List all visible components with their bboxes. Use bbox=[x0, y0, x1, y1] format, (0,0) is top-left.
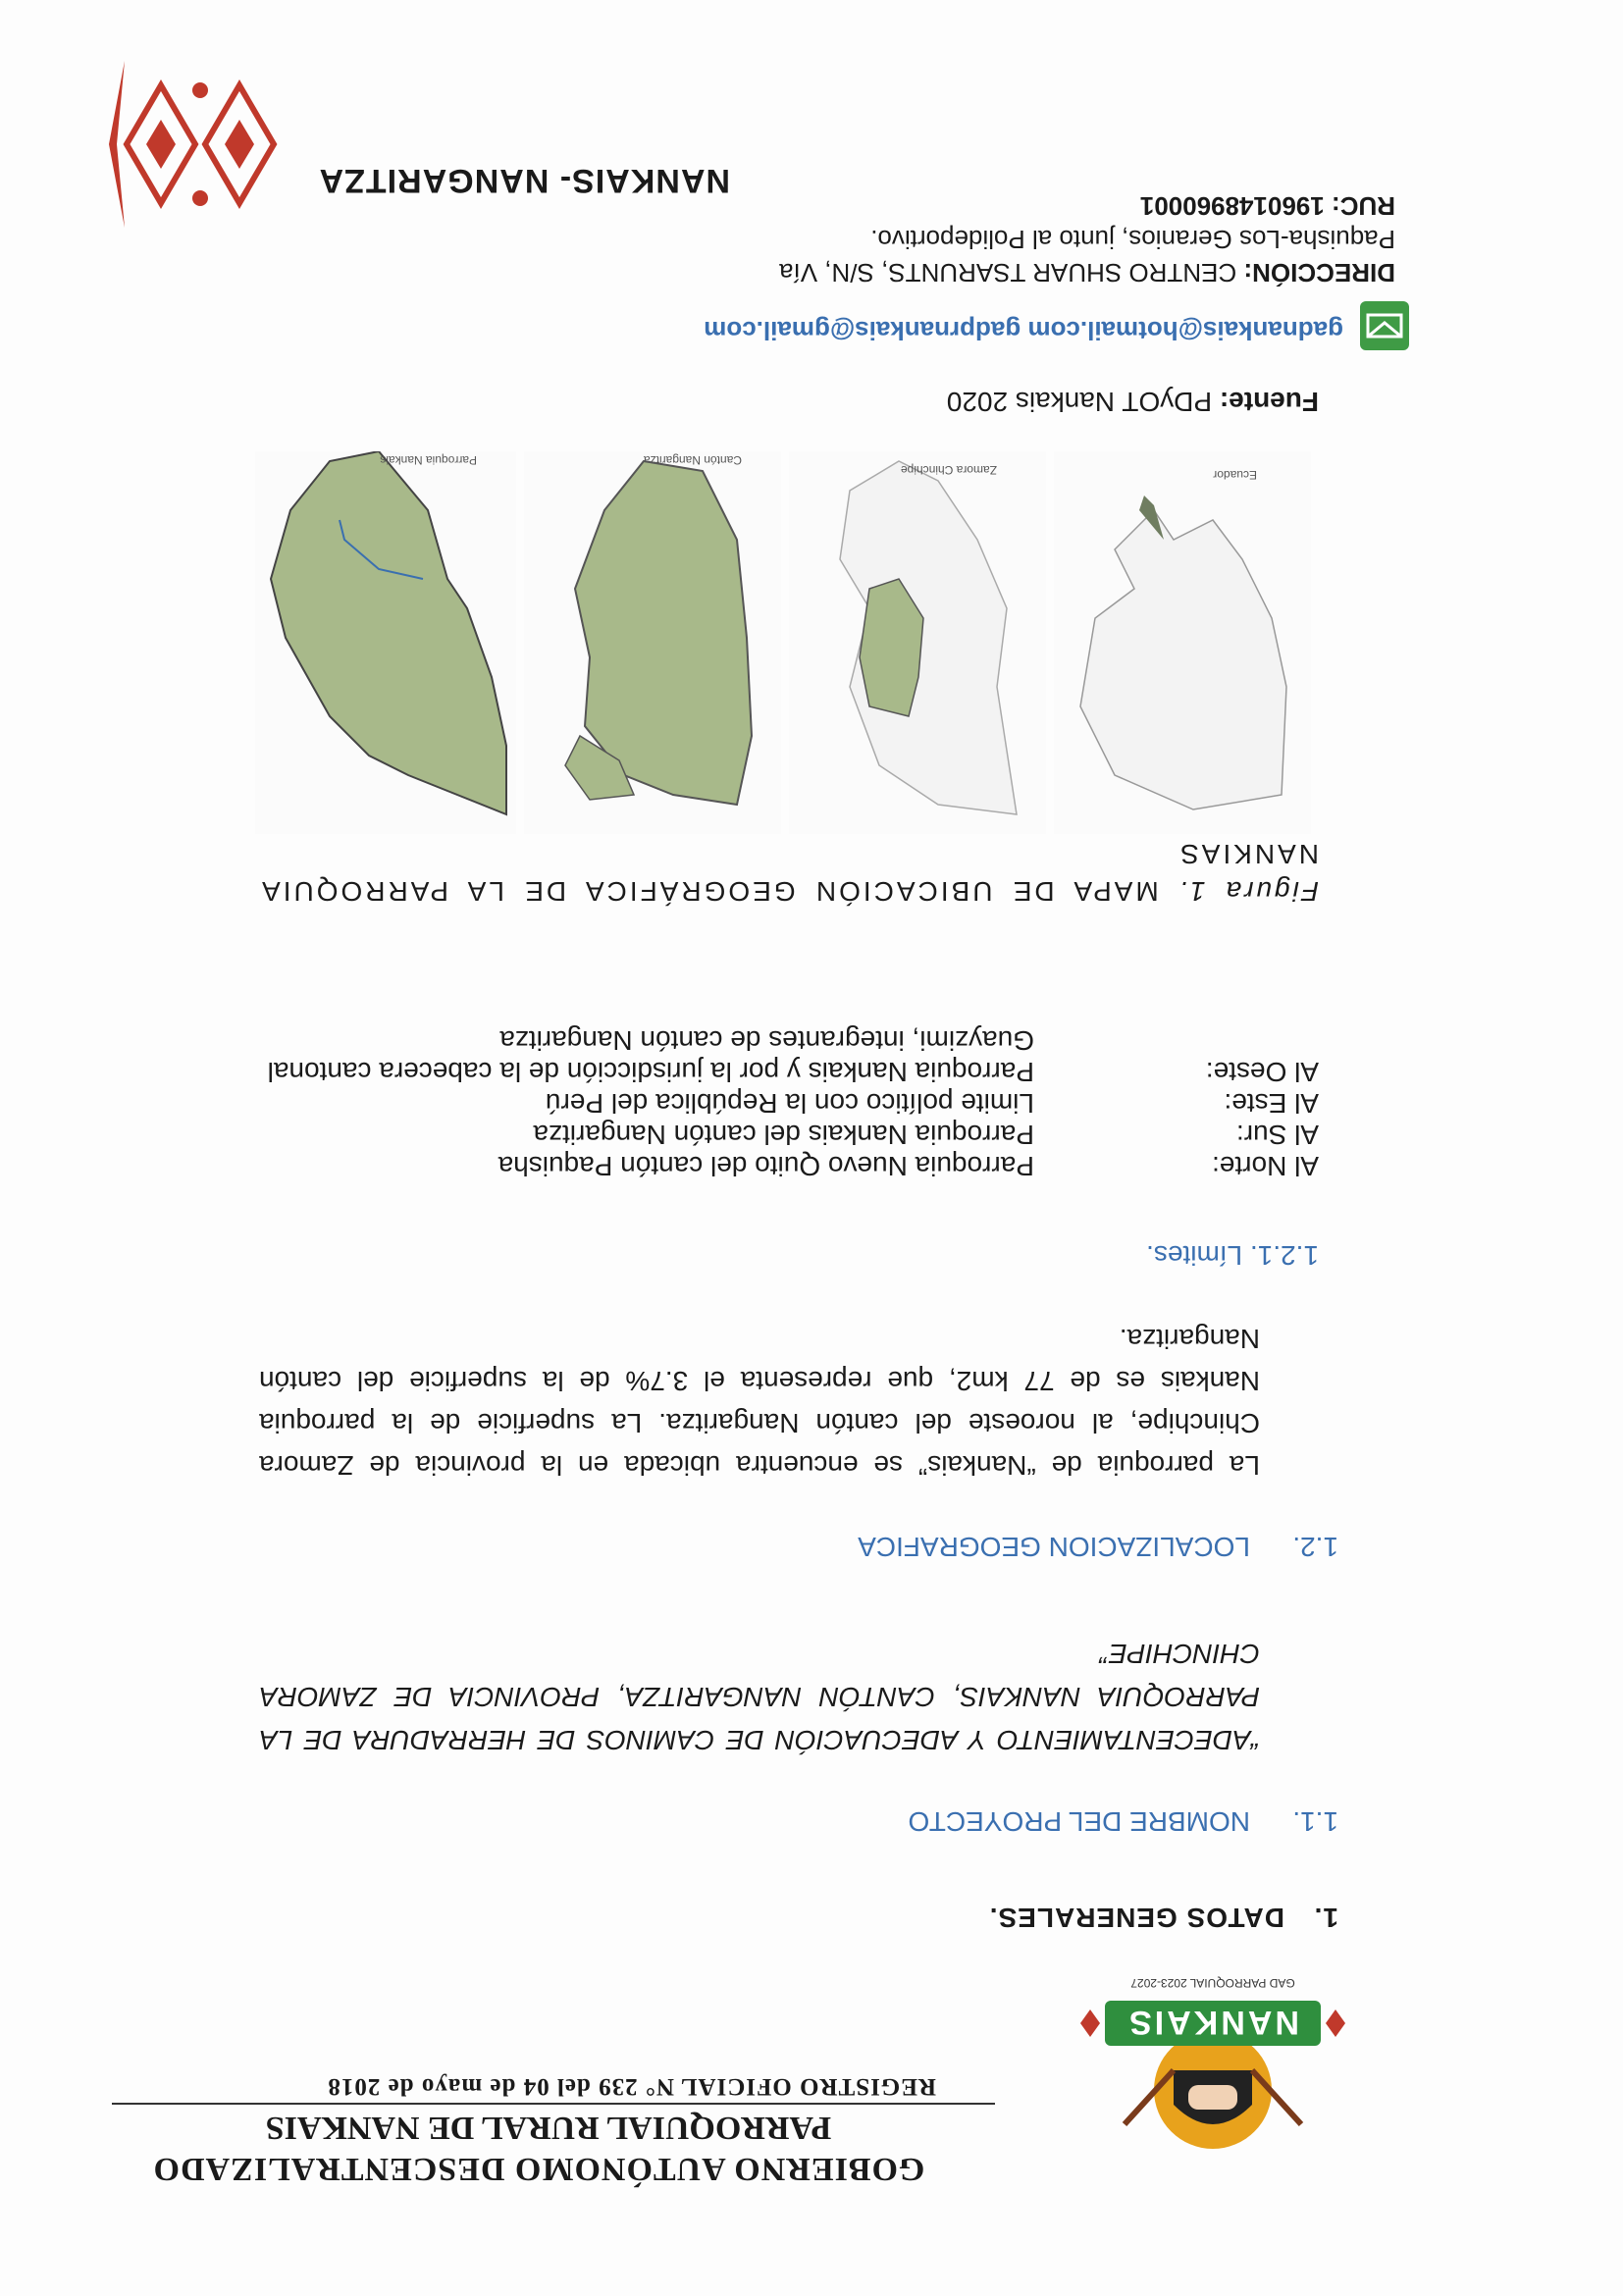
limit-value: Limite político con la República del Perú bbox=[545, 1088, 1034, 1119]
nankais-logo bbox=[1066, 1957, 1360, 2164]
project-name: “ADECENTAMIENTO Y ADECUACIÓN DE CAMINOS DE HERRADURA DE LA PARROQUIA NANKAIS, CANTÓN NANGARITZA, PROVINCIA DE ZAMORA CHINCHIPE” bbox=[259, 1639, 1260, 1755]
map-panel-nankais bbox=[255, 451, 516, 834]
footer-name: NANKAIS- NANGARITZA bbox=[318, 162, 730, 199]
limit-label: Al Oeste: bbox=[1205, 1057, 1319, 1087]
footer-ornament-icon bbox=[107, 51, 293, 237]
location-map-figure bbox=[255, 451, 1311, 834]
contact-emails: gadnankais@hotmail.com gadprnankais@gmail.com bbox=[704, 316, 1343, 345]
section-1-1-title: NOMBRE DEL PROYECTO bbox=[908, 1806, 1250, 1837]
limit-label: Al Sur: bbox=[1235, 1120, 1319, 1150]
limit-label: Al Norte: bbox=[1212, 1151, 1319, 1181]
panel-label-nankais: Parroquia Nankais bbox=[380, 453, 477, 467]
ruc-label: RUC: bbox=[1332, 191, 1395, 221]
header-rule bbox=[112, 2103, 995, 2105]
limit-value: Parroquia Nuevo Quito del cantón Paquisha bbox=[497, 1151, 1034, 1181]
registro-oficial: REGISTRO OFICIAL N° 239 del 04 de mayo de 2018 bbox=[327, 2073, 936, 2100]
panel-label-ecuador: Ecuador bbox=[1213, 468, 1257, 482]
logo-wordmark: NANKAIS bbox=[1126, 2004, 1299, 2041]
limit-row-east bbox=[239, 1087, 1319, 1119]
limit-row-north bbox=[239, 1150, 1319, 1181]
ruc-value: 1960148960001 bbox=[1139, 191, 1325, 221]
figure-caption-text: MAPA DE UBICACIÓN GEOGRÁFICA DE LA PARROQUIA NANKIAS bbox=[259, 839, 1319, 907]
section-1-1-number: 1.1. bbox=[1292, 1806, 1338, 1837]
gov-subtitle: PARROQUIAL RURAL DE NANKAIS bbox=[265, 2110, 832, 2146]
section-1-2-title: LOCALIZACION GEOGRAFICA bbox=[858, 1532, 1250, 1562]
panel-label-zamora: Zamora Chinchipe bbox=[900, 463, 997, 477]
footer-ruc bbox=[1140, 190, 1395, 221]
section-1-number: 1. bbox=[1313, 1903, 1338, 1933]
direccion-label: DIRECCIÓN: bbox=[1243, 258, 1395, 287]
limit-row-south bbox=[239, 1119, 1319, 1150]
figure-source bbox=[947, 386, 1319, 417]
fuente-label: Fuente: bbox=[1219, 387, 1319, 417]
limit-row-west bbox=[239, 1024, 1319, 1087]
map-panel-ecuador bbox=[1054, 451, 1311, 834]
section-1-2-1-title: 1.2.1. Límites. bbox=[1146, 1240, 1319, 1271]
map-panel-nangaritza bbox=[524, 451, 781, 834]
section-1-2-number: 1.2. bbox=[1292, 1532, 1338, 1562]
mail-icon bbox=[1360, 301, 1409, 350]
limit-value: Parroquia Nankais y por la jurisdicción de la cabecera cantonal Guayzimi, integrantes de cantón Nangaritza bbox=[267, 1025, 1034, 1087]
limits-table bbox=[239, 1024, 1319, 1181]
logo-caption: GAD PARROQUIAL 2023-2027 bbox=[1130, 1976, 1295, 1990]
limit-label: Al Este: bbox=[1224, 1088, 1319, 1119]
section-1-title: DATOS GENERALES. bbox=[988, 1903, 1284, 1933]
panel-label-nangaritza: Cantón Nangaritza bbox=[643, 453, 742, 467]
footer-address bbox=[689, 223, 1395, 289]
map-panel-zamora bbox=[789, 451, 1046, 834]
direccion-text: CENTRO SHUAR TSARUNTS, S/N, Vía Paquisha-Los Geranios, junto al Polideportivo. bbox=[779, 225, 1395, 287]
figure-label: Figura 1. bbox=[1176, 876, 1319, 907]
figure-caption bbox=[259, 835, 1319, 910]
limit-value: Parroquia Nankais del cantón Nangaritza bbox=[533, 1120, 1034, 1150]
gov-title: GOBIERNO AUTÓNOMO DESCENTRALIZADO bbox=[152, 2151, 925, 2187]
fuente-text: PDyOT Nankais 2020 bbox=[946, 387, 1213, 417]
location-paragraph: La parroquia de “Nankais” se encuentra ubicada en la provincia de Zamora Chinchipe, al noroeste del cantón Nangaritza. La superficie de la parroquia Nankais es de 77 km2, que representa el 3.7% de la superficie del cantón Nangaritza. bbox=[259, 1324, 1260, 1481]
